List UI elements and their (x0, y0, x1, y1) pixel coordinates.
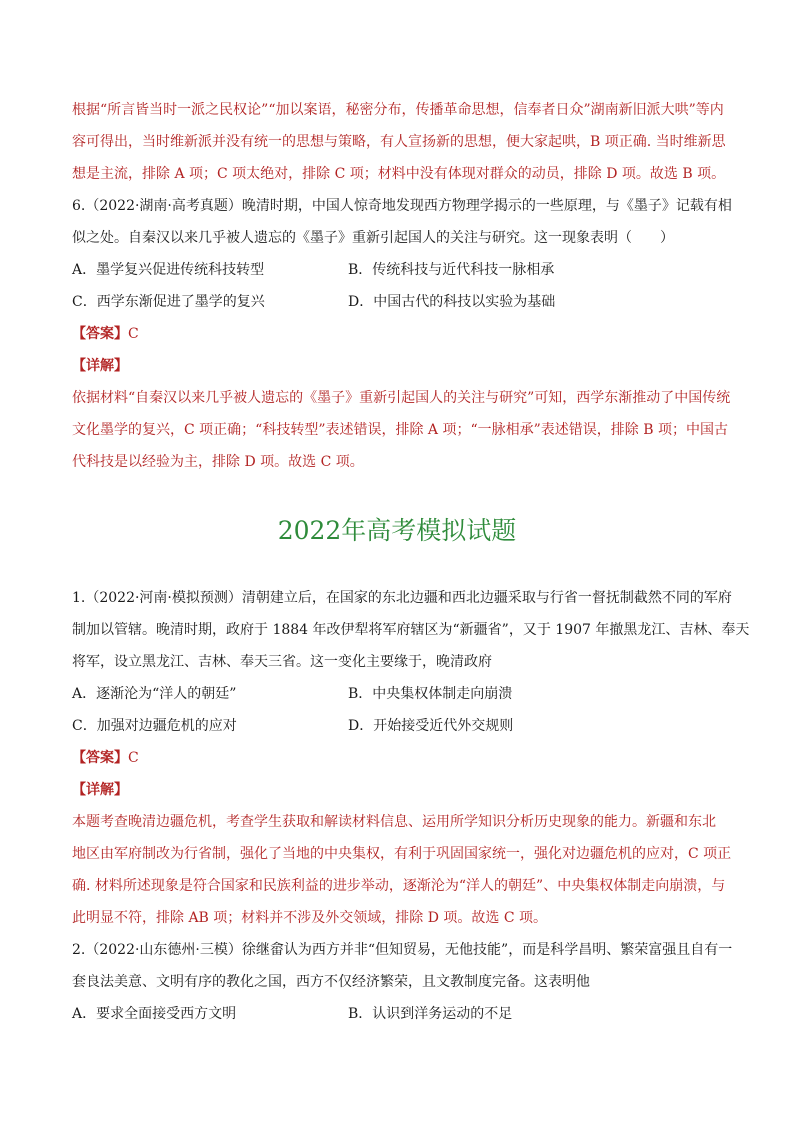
question-stem-line: 1.（2022·河南·模拟预测）清朝建立后，在国家的东北边疆和西北边疆采取与行省一督抚制截然不同的军府 (72, 590, 732, 606)
option-d: D．中国古代的科技以实验为基础 (348, 294, 556, 310)
explanation-line: 本题考查晚清边疆危机，考查学生获取和解读材料信息、运用所学知识分析历史现象的能力。新疆和东北 (72, 814, 716, 830)
explanation-line: 此明显不符，排除 AB 项；材料并不涉及外交领域，排除 D 项。故选 C 项。 (72, 910, 548, 926)
detail-label: 【详解】 (72, 782, 128, 798)
option-a: A．逐渐沦为“洋人的朝廷” (72, 686, 237, 702)
question-stem-line: 2.（2022·山东德州·三模）徐继畲认为西方并非“但知贸易，无他技能”，而是科学昌明、繁荣富强且自有一 (72, 942, 733, 958)
explanation-line: 依据材料“自秦汉以来几乎被人遗忘的《墨子》重新引起国人的关注与研究”可知，西学东渐推动了中国传统 (72, 390, 731, 406)
answer-row (72, 324, 139, 344)
detail-label: 【详解】 (72, 358, 128, 374)
explanation-line: 文化墨学的复兴，C 项正确；“科技转型”表述错误，排除 A 项；“一脉相承”表述错误，排除 B 项；中国古 (72, 422, 728, 438)
option-c: C．西学东渐促进了墨学的复兴 (72, 294, 265, 310)
question-stem-line: 套良法美意、文明有序的教化之国，西方不仅经济繁荣，且文教制度完备。这表明他 (72, 974, 590, 990)
question-stem-line: 似之处。自秦汉以来几乎被人遗忘的《墨子》重新引起国人的关注与研究。这一现象表明（ ） (72, 230, 674, 246)
explanation-line: 想是主流，排除 A 项；C 项太绝对，排除 C 项；材料中没有体现对群众的动员，排除 D 项。故选 B 项。 (72, 166, 726, 182)
option-b: B．认识到洋务运动的不足 (348, 1006, 513, 1022)
option-d: D．开始接受近代外交规则 (348, 718, 514, 734)
option-b: B．中央集权体制走向崩溃 (348, 686, 513, 702)
option-a: A．墨学复兴促进传统科技转型 (72, 262, 265, 278)
explanation-line: 容可得出，当时维新派并没有统一的思想与策略，有人宣扬新的思想，便大家起哄，B 项正确. 当时维新思 (72, 134, 726, 150)
option-a: A．要求全面接受西方文明 (72, 1006, 237, 1022)
question-stem-line: 将军，设立黑龙江、吉林、奉天三省。这一变化主要缘于，晚清政府 (72, 654, 492, 670)
answer-label: 【答案】 (72, 750, 128, 766)
option-c: C．加强对边疆危机的应对 (72, 718, 237, 734)
answer-label: 【答案】 (72, 326, 128, 342)
explanation-line: 根据“所言皆当时一派之民权论”“加以案语，秘密分布，传播革命思想，信奉者日众”湖南新旧派大哄”等内 (72, 102, 724, 118)
option-b: B．传统科技与近代科技一脉相承 (348, 262, 555, 278)
question-stem-line: 制加以管辖。晚清时期，政府于 1884 年改伊犁将军府辖区为“新疆省”，又于 1907 年撤黑龙江、吉林、奉天 (72, 622, 750, 638)
explanation-line: 确. 材料所述现象是符合国家和民族利益的进步举动，逐渐沦为“洋人的朝廷”、中央集权体制走向崩溃，与 (72, 878, 726, 894)
explanation-line: 地区由军府制改为行省制，强化了当地的中央集权，有利于巩固国家统一，强化对边疆危机的应对，C 项正 (72, 846, 732, 862)
answer-row (72, 748, 139, 768)
question-stem-line: 6.（2022·湖南·高考真题）晚清时期，中国人惊奇地发现西方物理学揭示的一些原理，与《墨子》记载有相 (72, 198, 732, 214)
answer-value: C (128, 750, 139, 766)
section-title: 2022年高考模拟试题 (277, 516, 517, 545)
answer-value: C (128, 326, 139, 342)
explanation-line: 代科技是以经验为主，排除 D 项。故选 C 项。 (72, 454, 364, 470)
